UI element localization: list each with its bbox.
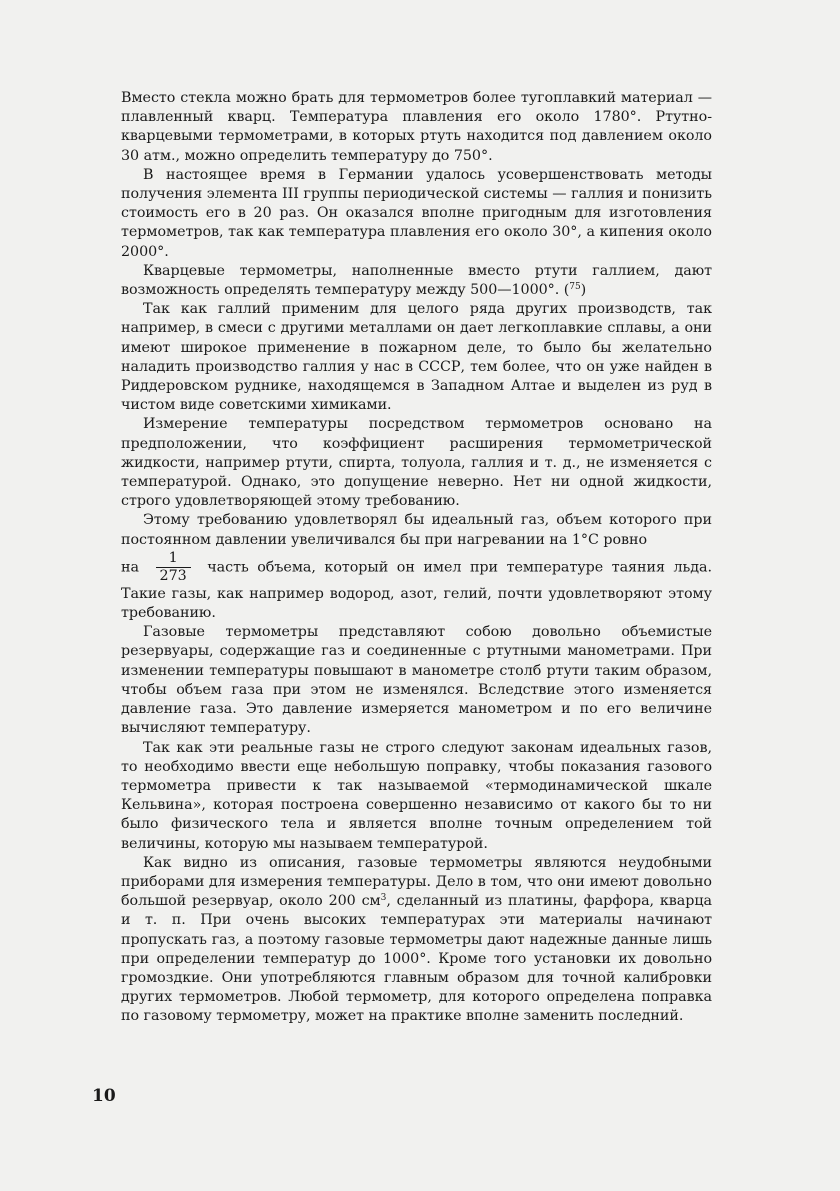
page-number: 10	[92, 1086, 116, 1106]
paragraph: Так как галлий применим для целого ряда других производств, так например, в смеси с другими металлами он дает легкоплавкие сплавы, а они имеют широкое применение в пожарном деле, то было бы желательно наладить производство галлия у нас в СССР, тем более, что он уже найден в Риддеровском руднике, находящемся в Западном Алтае и выделен из руд в чистом виде советскими химиками.	[121, 301, 712, 414]
paragraph-text: Как видно из описания, газовые термометры являются неудобными приборами для измерения температуры. Дело в том, что они имеют довольно большой резервуар, около 200 см	[121, 854, 712, 910]
paragraph	[121, 854, 712, 1027]
paragraph-text: Кварцевые термометры, наполненные вместо ртути галлием, дают возможность определять температуру между 500—1000°. (	[121, 262, 712, 299]
paragraph: Этому требованию удовлетворял бы идеальный газ, объем которого при постоянном давлении увеличивался бы при нагревании на 1°С ровно	[121, 512, 712, 548]
paragraph: Измерение температуры посредством термометров основано на предположении, что коэффициент расширения термометрической жидкости, например ртути, спирта, толуола, галлия и т. д., не изменяется с температурой. Однако, это допущение неверно. Нет ни одной жидкости, строго удовлетворяющей этому требованию.	[121, 416, 712, 510]
fraction-denominator: 273	[156, 567, 191, 585]
fraction	[156, 550, 191, 585]
paragraph-text: , сделанный из платины, фарфора, кварца и т. п. При очень высоких температурах эти материалы начинают пропускать газ, а поэтому газовые термометры дают надежные данные лишь при определении температур до 1000°. Кроме того установки их довольно громоздкие. Они употребляются главным образом для точной калибровки других термометров. Любой термометр, для которого определена поправка по газовому термометру, может на практике вполне заменить последний.	[121, 893, 712, 1025]
paragraph	[121, 262, 712, 300]
paragraph: Вместо стекла можно брать для термометров более тугоплавкий материал — плавленный кварц. Температура плавления его около 1780°. Ртутно-кварцевыми термометрами, в которых ртуть находится под давлением около 30 атм., можно определить температуру до 750°.	[121, 90, 712, 164]
paragraph-text: часть объема, который он имел при температуре таяния льда. Такие газы, как например водород, азот, гелий, почти удовлетворяют этому требованию.	[121, 559, 712, 622]
paragraph: В настоящее время в Германии удалось усовершенствовать методы получения элемента III группы периодической системы — галлия и понизить стоимость его в 20 раз. Он оказался вполне пригодным для изготовления термометров, так как температура плавления его около 30°, а кипения около 2000°.	[121, 166, 712, 260]
body-text	[121, 89, 712, 1027]
paragraph: Так как эти реальные газы не строго следуют законам идеальных газов, то необходимо ввести еще небольшую поправку, чтобы показания газового термометра привести к так называемой «термодинамической шкале Кельвина», которая построена совершенно независимо от какого бы то ни было физического тела и является вполне точным определением той величины, которую мы называем температурой.	[121, 739, 712, 852]
fraction-numerator: 1	[168, 549, 178, 566]
unit-exponent: 3	[380, 893, 387, 904]
footnote-ref: 75	[569, 282, 581, 293]
paragraph-with-fraction	[121, 550, 712, 623]
fraction-prefix: на	[121, 559, 139, 576]
paragraph: Газовые термометры представляют собою довольно объемистые резервуары, содержащие газ и соединенные с ртутными манометрами. При изменении температуры повышают в манометре столб ртути таким образом, чтобы объем газа при этом не изменялся. Вследствие этого изменяется давление газа. Это давление измеряется манометром и по его величине вычисляют температуру.	[121, 624, 712, 737]
footnote-close: )	[580, 282, 587, 299]
